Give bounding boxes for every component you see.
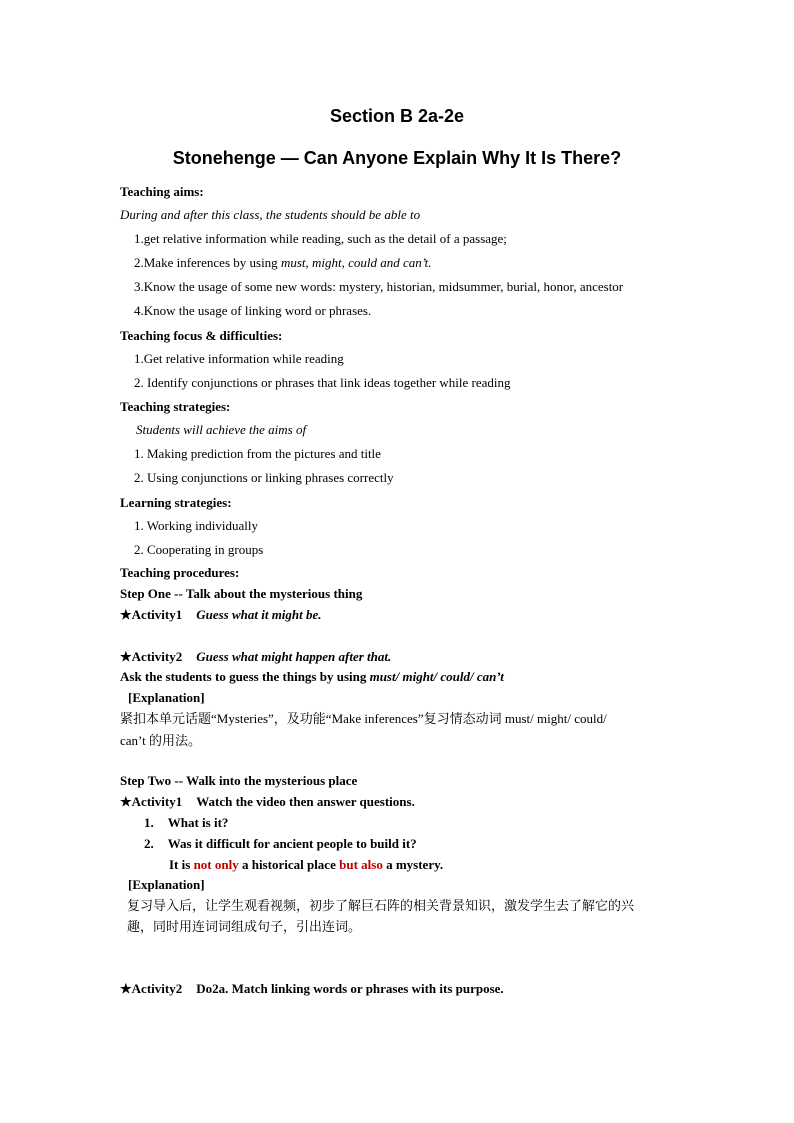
question-item [144,836,417,852]
activity-text: Guess what might happen after that. [196,649,392,664]
question-number: 2. [144,836,154,851]
linking-word: but also [339,857,383,872]
question-text: What is it? [167,815,229,830]
activity-text: Guess what it might be. [196,607,322,622]
teaching-aim-item: 3.Know the usage of some new words: mystery, historian, midsummer, burial, honor, ancestor [134,279,624,294]
answer-sentence [169,857,443,873]
answer-text: It is [169,857,194,872]
question-text: Was it difficult for ancient people to build it? [167,836,417,851]
teaching-aims-intro: During and after this class, the students should be able to [120,207,421,222]
step-two-activity2 [120,981,504,997]
teaching-strategy-item: 2. Using conjunctions or linking phrases correctly [134,470,394,485]
teaching-focus-item: 2. Identify conjunctions or phrases that link ideas together while reading [134,375,511,390]
teaching-aim-item: 1.get relative information while reading, such as the detail of a passage; [134,231,507,246]
teaching-aims-heading: Teaching aims: [120,184,204,199]
modal-verbs: must/ might/ could/ can’t [369,669,504,684]
step-one-heading: Step One -- Talk about the mysterious thing [120,586,363,601]
teaching-aim-item [134,255,432,271]
linking-word: not only [193,857,239,872]
teaching-focus-item: 1.Get relative information while reading [134,351,344,366]
teaching-focus-heading: Teaching focus & difficulties: [120,328,283,343]
activity-label: ★Activity2 [120,649,183,664]
activity-text: Do2a. Match linking words or phrases with its purpose. [196,981,504,996]
teaching-strategy-item: 1. Making prediction from the pictures and title [134,446,381,461]
step-two-heading: Step Two -- Walk into the mysterious place [120,773,358,788]
answer-text: a mystery. [382,857,444,872]
learning-strategy-item: 1. Working individually [134,518,259,533]
teaching-strategies-intro: Students will achieve the aims of [136,422,307,437]
step-two-activity1 [120,794,415,810]
activity-label: ★Activity2 [120,981,183,996]
teaching-aim-item: 4.Know the usage of linking word or phrases. [134,303,372,318]
step-one-activity2 [120,649,391,665]
explanation-text: 趣，同时用连词词组成句子，引出连词。 [127,919,362,934]
activity-text: Watch the video then answer questions. [196,794,415,809]
question-item [144,815,228,831]
explanation-label: [Explanation] [128,877,205,892]
explanation-label: [Explanation] [128,690,205,705]
teaching-procedures-heading: Teaching procedures: [120,565,240,580]
teaching-strategies-heading: Teaching strategies: [120,399,231,414]
modal-verbs: must, might, could and can’t. [280,255,432,270]
explanation-text: can’t 的用法。 [120,733,201,748]
answer-text: a historical place [238,857,340,872]
activity-label: ★Activity1 [120,607,183,622]
step-one-activity1 [120,607,322,623]
section-title: Section B 2a-2e [329,106,465,126]
explanation-text: 紧扣本单元话题“Mysteries”，及功能“Make inferences”复习情态动词 must/ might/ could/ [120,711,607,726]
explanation-text: 复习导入后，让学生观看视频，初步了解巨石阵的相关背景知识，激发学生去了解它的兴 [127,898,635,913]
step-one-ask [120,669,504,685]
question-number: 1. [144,815,154,830]
ask-text: Ask the students to guess the things by using [120,669,370,684]
teaching-aim-item-text: 2.Make inferences by using [134,255,281,270]
lesson-title: Stonehenge — Can Anyone Explain Why It Is There? [172,148,622,168]
activity-label: ★Activity1 [120,794,183,809]
learning-strategies-heading: Learning strategies: [120,495,232,510]
learning-strategy-item: 2. Cooperating in groups [134,542,264,557]
